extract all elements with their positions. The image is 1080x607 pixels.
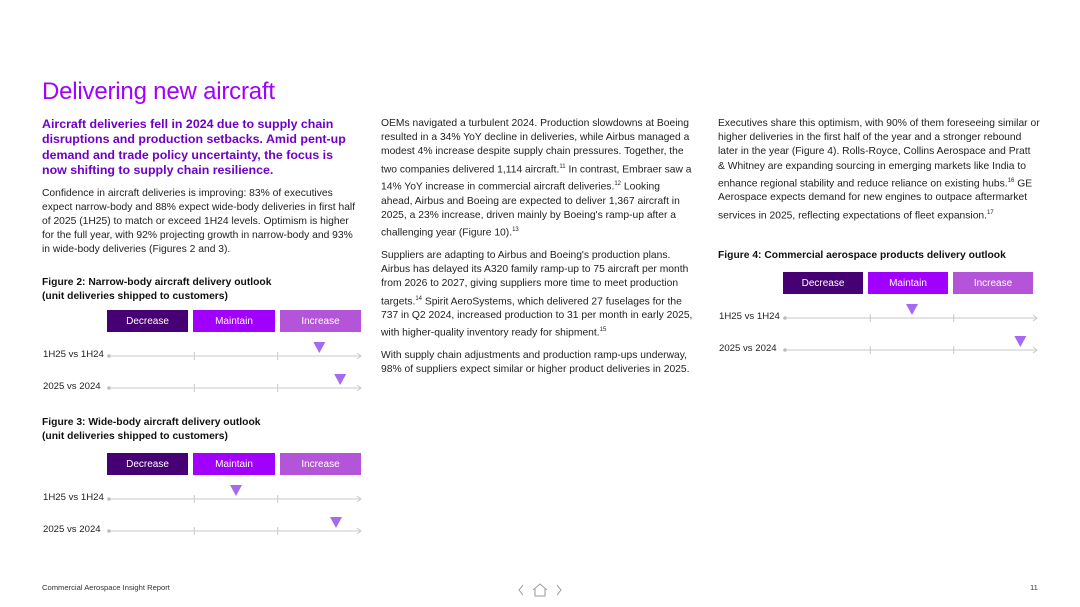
column-2 [381,117,693,385]
axis-start-dot [783,348,787,352]
legend-decrease: Decrease [107,310,188,332]
footer-report-name: Commercial Aerospace Insight Report [42,583,170,592]
figure-4-title-block [718,249,1038,263]
axis-start-dot [107,497,111,501]
fig4-row-label-1: 1H25 vs 1H24 [719,311,780,322]
page-title: Delivering new aircraft [42,78,275,105]
footer-nav [516,582,566,598]
figure-2-legend [107,310,361,332]
lead-paragraph: Aircraft deliveries fell in 2024 due to supply chain disruptions and production setbacks. Amid pent-up demand and trade policy uncertainty, the focus is now shifting to supply chain resilience. [42,117,346,178]
legend-maintain: Maintain [193,453,275,475]
figure-3-subtitle: (unit deliveries shipped to customers) [42,431,228,442]
legend-maintain: Maintain [868,272,948,294]
figure-3-title-block [42,416,352,444]
figure-2-chart [105,340,367,396]
previous-page-icon[interactable] [519,585,523,595]
paragraph-suppliers: Suppliers are adapting to Airbus and Boeing's production plans. Airbus has delayed its A320 family ramp-up to 75 aircraft per month from 2026 to 2027, giving suppliers more time to meet production targets.$^{14}$ Spirit AeroSystems, which delivered 27 fuselages for the 737 in Q2 2024, increased production to 31 per month in early 2025, with higher-quality inventory ready for shipment.$^{15}$ [381,249,693,339]
figure-3-title: Figure 3: Wide-body aircraft delivery outlook [42,417,261,428]
fig2-row-label-2: 2025 vs 2024 [43,381,101,392]
legend-decrease: Decrease [783,272,863,294]
column-1 [42,117,360,266]
axis-start-dot [783,316,787,320]
outlook-marker [1014,336,1026,347]
outlook-marker [330,517,342,528]
legend-decrease: Decrease [107,453,188,475]
outlook-marker [906,304,918,315]
figure-4-title: Figure 4: Commercial aerospace products delivery outlook [718,250,1006,261]
fig3-row-label-2: 2025 vs 2024 [43,524,101,535]
figure-3-chart [105,483,367,539]
fig3-row-label-1: 1H25 vs 1H24 [43,492,104,503]
page-number: 11 [1030,583,1038,592]
axis-start-dot [107,354,111,358]
intro-paragraph: Confidence in aircraft deliveries is improving: 83% of executives expect narrow-body and 88% expect wide-body deliveries in first half of 2025 (1H25) to match or exceed 1H24 levels. Optimism is higher for the full year, with 92% projecting growth in narrow-body and 93% in wide-body deliveries (Figures 2 and 3). [42,187,356,256]
outlook-marker [334,374,346,385]
figure-4-legend [783,272,1033,294]
legend-maintain: Maintain [193,310,275,332]
home-icon[interactable] [533,584,547,596]
paragraph-supply-chain: With supply chain adjustments and production ramp-ups underway, 98% of suppliers expect similar or higher product deliveries in 2025. [381,349,690,376]
paragraph-executives: Executives share this optimism, with 90% of them foreseeing similar or higher deliveries in the first half of the year and a stronger rebound later in the year (Figure 4). Rolls-Royce, Collins Aerospace and Pratt & Whitney are expanding sourcing in emerging markets like India to enhance regional stability and reduce reliance on existing hubs.$^{16}$ GE Aerospace expects demand for new engines to outpace aftermarket services in 2025, reflecting expectations of fleet expansion.$^{17}$ [718,118,1040,222]
column-3 [718,117,1040,231]
figure-3-legend [107,453,361,475]
legend-increase: Increase [280,310,361,332]
figure-2-title-block [42,276,352,304]
axis-start-dot [107,529,111,533]
outlook-marker [230,485,242,496]
fig4-row-label-2: 2025 vs 2024 [719,343,777,354]
outlook-marker [313,342,325,353]
axis-start-dot [107,386,111,390]
legend-increase: Increase [953,272,1033,294]
paragraph-oems: OEMs navigated a turbulent 2024. Production slowdowns at Boeing resulted in a 34% YoY decline in deliveries, while Airbus managed a modest 4% increase despite supply chain pressures. Together, the two companies delivered 1,114 aircraft.$^{11}$ In contrast, Embraer saw a 14% YoY increase in commercial aircraft deliveries.$^{12}$ Looking ahead, Airbus and Boeing are expected to deliver 1,367 aircraft in 2025, a 23% increase, driven mainly by Boeing's ramp-up after a challenging year (Figure 10).$^{13}$ [381,118,692,239]
figure-2-subtitle: (unit deliveries shipped to customers) [42,291,228,302]
figure-4-chart [781,302,1043,358]
legend-increase: Increase [280,453,361,475]
fig2-row-label-1: 1H25 vs 1H24 [43,349,104,360]
next-page-icon[interactable] [557,585,561,595]
figure-2-title: Figure 2: Narrow-body aircraft delivery outlook [42,277,272,288]
